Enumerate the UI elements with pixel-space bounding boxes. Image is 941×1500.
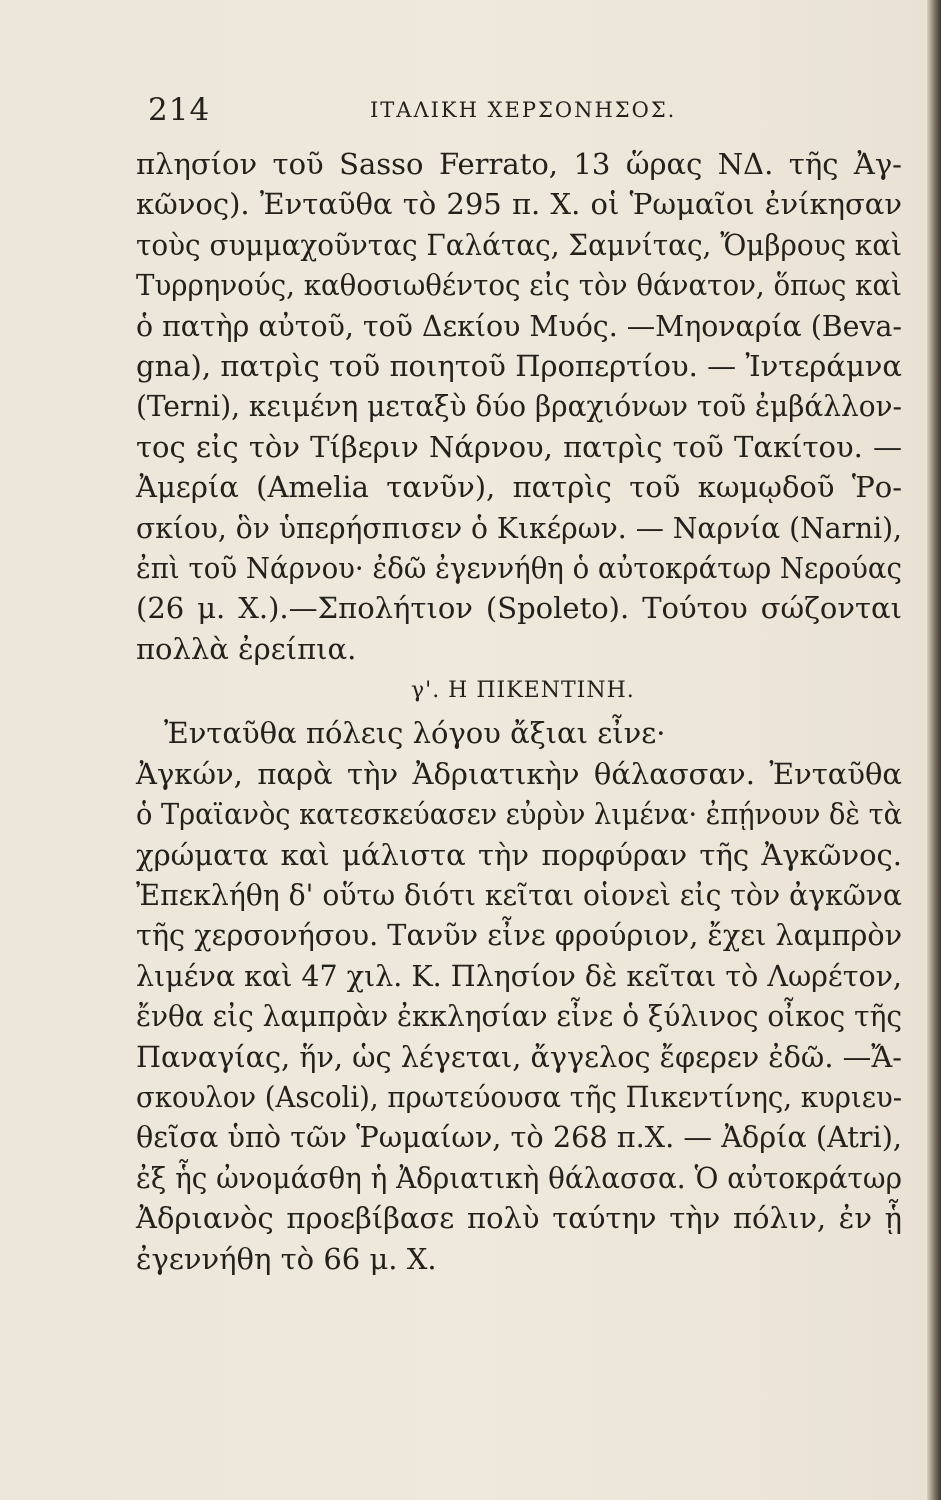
line-text: Ἀμερία (Amelia τανῦν), πατρὶς τοῦ κωμῳδοῦ Ῥο-	[136, 470, 902, 505]
section-heading: γ'. Η ΠΙΚΕΝΤΙΝΗ.	[411, 678, 635, 704]
text-line	[136, 386, 902, 426]
text-line	[136, 467, 902, 507]
text-line	[136, 427, 902, 467]
text-line	[136, 629, 902, 669]
line-text: (26 μ. Χ.).—Σπολήτιον (Spoleto). Τούτου σώζονται	[136, 591, 902, 626]
text-line	[136, 996, 902, 1036]
line-text: Ἀδριανὸς προεβίβασε πολὺ ταύτην τὴν πόλιν, ἐν ᾗ	[136, 1201, 903, 1236]
line-text: ἐξ ἧς ὠνομάσθη ἡ Ἀδριατικὴ θάλασσα. Ὁ αὐτοκράτωρ	[136, 1160, 902, 1195]
text-line	[136, 508, 902, 548]
text-line	[136, 1198, 902, 1238]
line-text: πολλὰ ἐρείπια.	[136, 631, 357, 666]
text-line	[136, 548, 902, 588]
text-line	[136, 754, 902, 794]
text-line	[136, 588, 902, 628]
running-title: ΙΤΑΛΙΚΗ ΧΕΡΣΟΝΗΣΟΣ.	[370, 98, 677, 122]
line-text: ὁ πατὴρ αὐτοῦ, τοῦ Δεκίου Μυός. —Μηοναρία (Beva-	[136, 308, 903, 343]
text-line	[136, 713, 902, 753]
line-text: Τυρρηνούς, καθοσιωθέντος εἰς τὸν θάνατον, ὅπως καὶ	[136, 268, 902, 303]
line-text: κῶνος). Ἐνταῦθα τὸ 295 π. Χ. οἱ Ῥωμαῖοι ἐνίκησαν	[136, 187, 902, 222]
line-text: τῆς χερσονήσου. Τανῦν εἶνε φρούριον, ἔχει λαμπρὸν	[136, 918, 903, 953]
text-line	[136, 915, 902, 955]
line-text: τος εἰς τὸν Τίβεριν Νάρνου, πατρὶς τοῦ Τακίτου. —	[136, 429, 903, 464]
line-text: πλησίον τοῦ Sasso Ferrato, 13 ὥρας ΝΔ. τῆς Ἀγ-	[136, 147, 902, 181]
text-line	[136, 794, 902, 834]
page-number: 214	[148, 92, 211, 128]
line-text: Ἐπεκλήθη δ' οὕτω διότι κεῖται οἱονεὶ εἰς τὸν ἀγκῶνα	[136, 877, 903, 912]
line-text: ἐγεννήθη τὸ 66 μ. Χ.	[136, 1241, 437, 1276]
page-edge	[927, 0, 941, 1500]
line-text: σκουλον (Ascoli), πρωτεύουσα τῆς Πικεντίνης, κυριευ-	[136, 1079, 903, 1114]
page-header	[148, 92, 758, 132]
text-line	[136, 956, 902, 996]
text-line	[136, 1158, 902, 1198]
line-text: Ἐνταῦθα πόλεις λόγου ἄξιαι εἶνε·	[164, 716, 666, 751]
text-line	[136, 144, 902, 184]
line-text: σκίου, ὃν ὑπερήσπισεν ὁ Κικέρων. — Ναρνία (Narni),	[136, 510, 903, 545]
text-line	[136, 306, 902, 346]
text-line	[136, 1037, 902, 1077]
line-text: λιμένα καὶ 47 χιλ. Κ. Πλησίον δὲ κεῖται τὸ Λωρέτον,	[136, 958, 902, 993]
line-text: ὁ Τραϊανὸς κατεσκεύασεν εὐρὺν λιμένα· ἐπῄνουν δὲ τὰ	[136, 797, 902, 832]
text-line	[136, 835, 902, 875]
text-line	[136, 1239, 902, 1279]
line-text: Ἀγκών, παρὰ τὴν Ἀδριατικὴν θάλασσαν. Ἐνταῦθα	[136, 756, 903, 791]
line-text: ἐπὶ τοῦ Νάρνου· ἐδῶ ἐγεννήθη ὁ αὐτοκράτωρ Νερούας	[136, 551, 902, 586]
text-line	[136, 265, 902, 305]
line-text: ἔνθα εἰς λαμπρὰν ἐκκλησίαν εἶνε ὁ ξύλινος οἶκος τῆς	[136, 999, 903, 1034]
line-text: Παναγίας, ἥν, ὡς λέγεται, ἄγγελος ἔφερεν ἐδῶ. —Ἄ-	[136, 1039, 903, 1074]
text-line	[136, 225, 902, 265]
line-text: gna), πατρὶς τοῦ ποιητοῦ Προπερτίου. — Ἰντεράμνα	[136, 349, 902, 384]
text-line	[136, 184, 902, 224]
page-body	[136, 144, 902, 1279]
line-text: (Terni), κειμένη μεταξὺ δύο βραχιόνων τοῦ ἐμβάλλον-	[136, 389, 902, 424]
text-line	[136, 1077, 902, 1117]
line-text: χρώματα καὶ μάλιστα τὴν πορφύραν τῆς Ἀγκῶνος.	[136, 837, 902, 872]
line-text: τοὺς συμμαχοῦντας Γαλάτας, Σαμνίτας, Ὄμβρους καὶ	[136, 227, 903, 262]
text-line	[136, 1117, 902, 1157]
line-text: θεῖσα ὑπὸ τῶν Ῥωμαίων, τὸ 268 π.Χ. — Ἀδρία (Atri),	[136, 1120, 903, 1155]
text-line	[136, 346, 902, 386]
text-line	[136, 875, 902, 915]
